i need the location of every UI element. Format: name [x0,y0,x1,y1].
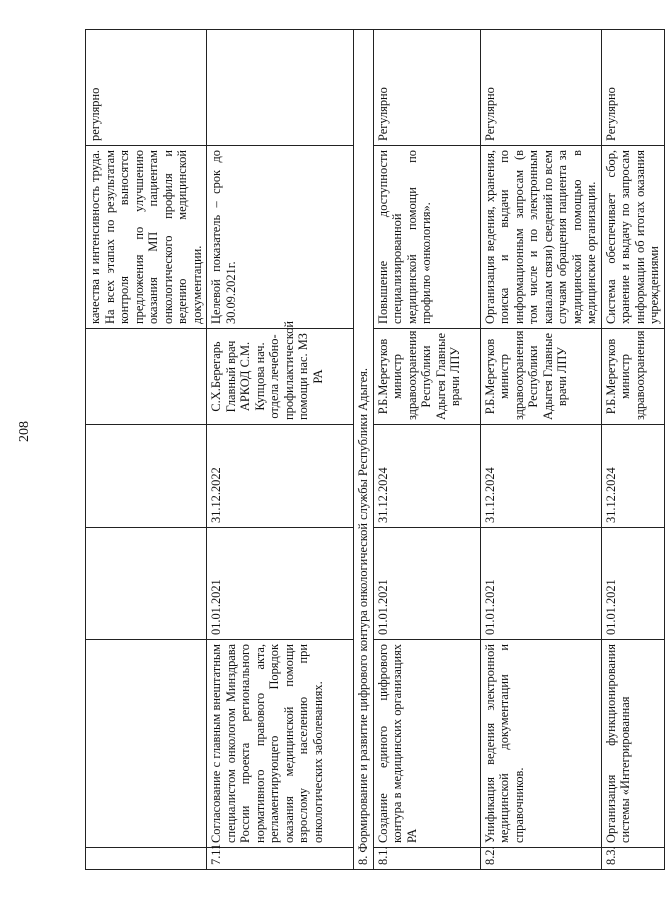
end-date: 31.12.2024 [601,425,664,528]
table-row [480,30,601,870]
event-cell [86,640,207,848]
responsible-cell: Р.Б.Меретуков министр здравоохранения Республики Адыгея Главные врачи ЛПУ [373,329,480,425]
table-row [601,30,664,870]
start-date: 01.01.2021 [601,528,664,640]
event-cell: Унификация ведения электронной медицинской документации и справочников. [480,640,601,848]
result-cell: качества и интенсивность труда. На всех этапах по результатам контроля выносятся предложения по улучшению оказания МП пациентам онкологического профиля и ведению медицинской документации. [86,146,207,329]
event-cell: Согласование с главным внештатным специалистом онкологом Минздрава России проекта регионального нормативного правового акта, регламентирующего Порядок оказания медицинской помощи взрослому населению при онкологических заболеваниях. [207,640,354,848]
event-cell: Создание единого цифрового контура в медицинских организациях РА [373,640,480,848]
end-date [86,425,207,528]
start-date: 01.01.2021 [480,528,601,640]
start-date [86,528,207,640]
table-row [86,30,207,870]
start-date: 01.01.2021 [373,528,480,640]
frequency-cell: Регулярно [373,30,480,146]
oncology-plan-table [85,29,665,870]
page-number: 208 [17,421,32,442]
start-date: 01.01.2021 [207,528,354,640]
row-number: 8.2. [480,848,601,870]
responsible-cell: Р.Б.Меретуков министр здравоохранения [601,329,664,425]
responsible-cell: С.Х.Берегарь Главный врач АРКОД С.М. Купцова нач. отдела лечебно-профилактической помощи нас. МЗ РА [207,329,354,425]
frequency-cell: Регулярно [601,30,664,146]
table-row [373,30,480,870]
result-cell: Организация ведения, хранения, поиска и выдачи по информационным запросам (в том числе и по электронным каналам связи) сведений по всем случаям обращения пациента за медицинской помощью в медицинские организации. [480,146,601,329]
end-date: 31.12.2024 [480,425,601,528]
result-cell: Повышение доступности специализированной медицинской помощи по профилю «онкология». [373,146,480,329]
row-number: 7.11 [207,848,354,870]
row-number: 8.3. [601,848,664,870]
end-date: 31.12.2022 [207,425,354,528]
frequency-cell [207,30,354,146]
frequency-cell: Регулярно [480,30,601,146]
responsible-cell: Р.Б.Меретуков министр здравоохранения Республики Адыгея Главные врачи ЛПУ [480,329,601,425]
section-row [354,30,374,870]
section-title: 8. Формирование и развитие цифрового контура онкологической службы Республики Адыгея. [354,30,374,870]
row-number: 8.1. [373,848,480,870]
end-date: 31.12.2024 [373,425,480,528]
table-row [207,30,354,870]
result-cell: Целевой показатель – срок до 30.09.2021г. [207,146,354,329]
result-cell: Система обеспечивает сбор, хранение и выдачу по запросам информации об итогах оказания учреждениями [601,146,664,329]
responsible-cell [86,329,207,425]
event-cell: Организация функционирования системы «Интегрированная [601,640,664,848]
rotated-table-page [85,30,661,870]
row-number [86,848,207,870]
frequency-cell: регулярно [86,30,207,146]
